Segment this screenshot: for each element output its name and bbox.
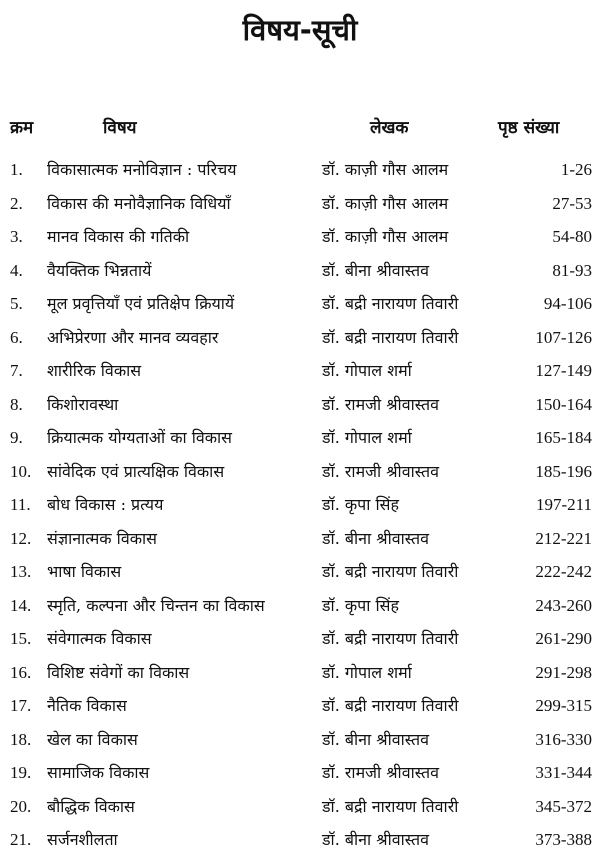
row-author: डॉ. बीना श्रीवास्तव — [322, 830, 430, 849]
header-pages: पृष्ठ संख्या — [498, 118, 560, 138]
row-subject: सामाजिक विकास — [47, 763, 150, 782]
row-number: 13. — [10, 562, 32, 581]
row-author: डॉ. बीना श्रीवास्तव — [322, 528, 430, 548]
row-number: 6. — [10, 327, 23, 347]
table-row — [0, 153, 600, 187]
row-subject: वैयक्तिक भिन्नतायें — [47, 260, 152, 280]
row-number: 4. — [10, 260, 23, 280]
row-author: डॉ. बीना श्रीवास्तव — [322, 729, 430, 749]
row-number: 9. — [10, 428, 23, 447]
row-subject: संज्ञानात्मक विकास — [47, 528, 157, 548]
row-pages: 127-149 — [535, 361, 592, 380]
row-number: 19. — [10, 763, 32, 782]
row-author: डॉ. रामजी श्रीवास्तव — [322, 394, 439, 414]
row-number: 1. — [10, 160, 23, 179]
table-row — [0, 488, 600, 522]
row-pages: 212-221 — [535, 528, 592, 548]
row-author: डॉ. कृपा सिंह — [322, 495, 399, 514]
table-row — [0, 656, 600, 690]
row-pages: 331-344 — [535, 763, 592, 782]
row-author: डॉ. गोपाल शर्मा — [322, 428, 412, 447]
row-subject: संवेगात्मक विकास — [47, 629, 152, 648]
row-pages: 373-388 — [535, 830, 592, 849]
row-author: डॉ. बद्री नारायण तिवारी — [322, 796, 459, 816]
table-header — [0, 113, 600, 143]
row-number: 18. — [10, 729, 32, 749]
row-subject: अभिप्रेरणा और मानव व्यवहार — [47, 327, 219, 347]
table-row — [0, 522, 600, 556]
row-subject: मानव विकास की गतिकी — [47, 227, 190, 246]
row-subject: बौद्धिक विकास — [47, 796, 135, 816]
row-subject: क्रियात्मक योग्यताओं का विकास — [47, 428, 233, 447]
row-number: 11. — [10, 495, 31, 514]
row-author: डॉ. काज़ी गौस आलम — [322, 227, 449, 246]
row-pages: 94-106 — [543, 294, 592, 313]
row-pages: 107-126 — [535, 327, 592, 347]
row-pages: 261-290 — [535, 629, 592, 648]
table-row — [0, 589, 600, 623]
row-author: डॉ. गोपाल शर्मा — [322, 662, 412, 682]
row-number: 14. — [10, 595, 32, 615]
table-row — [0, 388, 600, 422]
row-pages: 316-330 — [535, 729, 592, 749]
row-author: डॉ. गोपाल शर्मा — [322, 361, 412, 380]
row-author: डॉ. बद्री नारायण तिवारी — [322, 629, 459, 648]
row-subject: विकास की मनोवैज्ञानिक विधियाँ — [47, 193, 231, 213]
row-subject: शारीरिक विकास — [47, 361, 142, 380]
header-number: क्रम — [10, 118, 34, 138]
row-pages: 185-196 — [535, 461, 592, 481]
table-row — [0, 555, 600, 589]
row-subject: सर्जनशीलता — [47, 830, 118, 849]
row-pages: 81-93 — [552, 260, 592, 280]
header-subject: विषय — [103, 118, 137, 138]
row-pages: 165-184 — [535, 428, 592, 447]
table-row — [0, 287, 600, 321]
row-author: डॉ. काज़ी गौस आलम — [322, 193, 449, 213]
table-row — [0, 723, 600, 757]
row-number: 2. — [10, 193, 23, 213]
row-subject: नैतिक विकास — [47, 696, 127, 715]
table-row — [0, 187, 600, 221]
table-row — [0, 254, 600, 288]
row-number: 3. — [10, 227, 23, 246]
row-subject: सांवेदिक एवं प्रात्यक्षिक विकास — [47, 461, 225, 481]
row-pages: 299-315 — [535, 696, 592, 715]
row-pages: 243-260 — [535, 595, 592, 615]
row-pages: 54-80 — [552, 227, 592, 246]
table-row — [0, 321, 600, 355]
row-subject: बोध विकास : प्रत्यय — [47, 495, 164, 514]
table-row — [0, 756, 600, 790]
row-author: डॉ. कृपा सिंह — [322, 595, 399, 615]
row-author: डॉ. रामजी श्रीवास्तव — [322, 763, 439, 782]
table-row — [0, 823, 600, 857]
table-row — [0, 354, 600, 388]
row-pages: 345-372 — [535, 796, 592, 816]
row-pages: 222-242 — [535, 562, 592, 581]
row-subject: किशोरावस्था — [47, 394, 119, 414]
page-title: विषय-सूची — [242, 13, 358, 47]
row-number: 10. — [10, 461, 32, 481]
table-row — [0, 421, 600, 455]
row-author: डॉ. रामजी श्रीवास्तव — [322, 461, 439, 481]
row-number: 17. — [10, 696, 32, 715]
row-author: डॉ. बद्री नारायण तिवारी — [322, 294, 459, 313]
row-number: 15. — [10, 629, 32, 648]
row-pages: 27-53 — [552, 193, 592, 213]
row-pages: 150-164 — [535, 394, 592, 414]
row-author: डॉ. बद्री नारायण तिवारी — [322, 562, 459, 581]
table-row — [0, 455, 600, 489]
row-subject: विकासात्मक मनोविज्ञान : परिचय — [47, 160, 237, 179]
row-author: डॉ. काज़ी गौस आलम — [322, 160, 449, 179]
row-subject: खेल का विकास — [47, 729, 138, 749]
row-pages: 1-26 — [560, 160, 592, 179]
row-author: डॉ. बीना श्रीवास्तव — [322, 260, 430, 280]
row-pages: 197-211 — [535, 495, 592, 514]
row-author: डॉ. बद्री नारायण तिवारी — [322, 696, 459, 715]
table-row — [0, 689, 600, 723]
row-number: 8. — [10, 394, 23, 414]
row-number: 16. — [10, 662, 32, 682]
table-row — [0, 790, 600, 824]
row-subject: मूल प्रवृत्तियाँ एवं प्रतिक्षेप क्रियायें — [47, 294, 235, 313]
row-number: 7. — [10, 361, 23, 380]
contents-list — [0, 153, 600, 857]
row-subject: भाषा विकास — [47, 562, 122, 581]
row-number: 5. — [10, 294, 23, 313]
row-number: 12. — [10, 528, 32, 548]
table-row — [0, 622, 600, 656]
header-author: लेखक — [370, 118, 409, 138]
row-subject: विशिष्ट संवेगों का विकास — [47, 662, 190, 682]
table-row — [0, 220, 600, 254]
row-pages: 291-298 — [535, 662, 592, 682]
row-number: 20. — [10, 796, 32, 816]
row-author: डॉ. बद्री नारायण तिवारी — [322, 327, 459, 347]
row-subject: स्मृति, कल्पना और चिन्तन का विकास — [47, 595, 265, 615]
row-number: 21. — [10, 830, 32, 849]
